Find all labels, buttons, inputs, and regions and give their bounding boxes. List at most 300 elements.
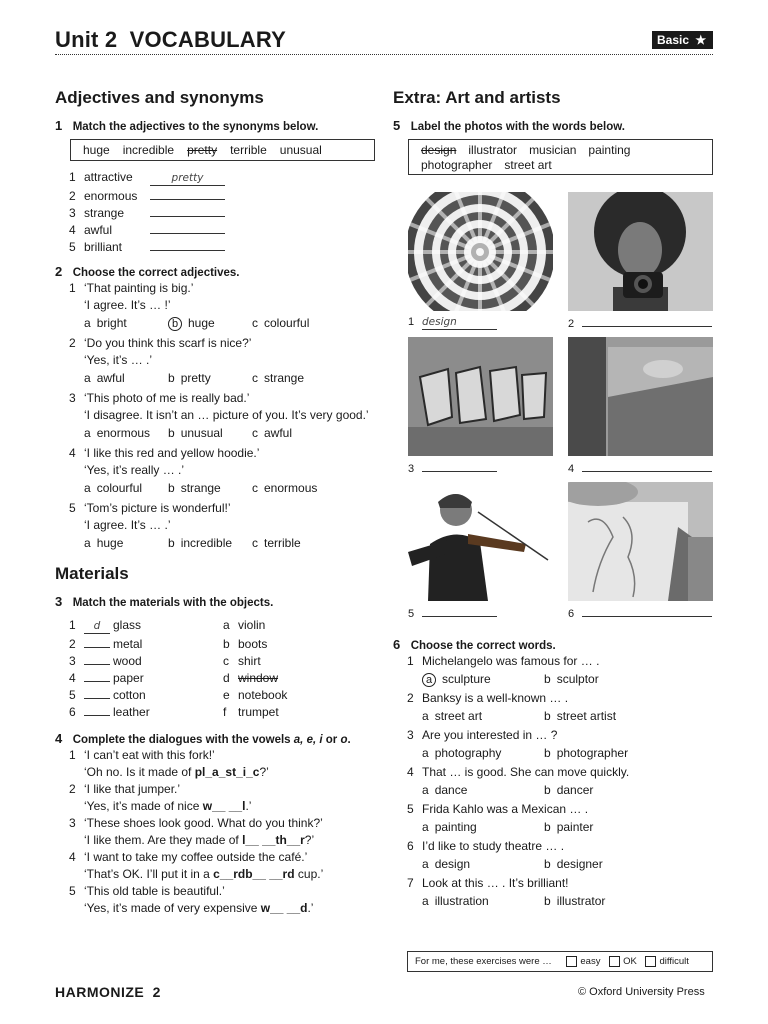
- option-a[interactable]: [422, 707, 544, 725]
- label-easy: easy: [580, 956, 601, 967]
- item-number: 4: [407, 765, 414, 779]
- item-number: 2: [69, 336, 76, 350]
- word-box-1: [70, 139, 375, 161]
- options-row: [407, 892, 717, 910]
- question-item: [69, 335, 389, 388]
- question-line: [407, 801, 717, 818]
- label-ok: OK: [623, 956, 637, 967]
- feedback-label: For me, these exercises were …: [415, 956, 552, 967]
- item-number: 3: [69, 391, 76, 405]
- exercise-1-instruction: [55, 117, 318, 135]
- object-letter: c: [223, 654, 229, 668]
- option-letter: b: [168, 481, 175, 495]
- dialogue-text: ‘I like that jumper.’: [84, 782, 181, 796]
- option-letter: c: [252, 481, 258, 495]
- item-number: 3: [69, 206, 76, 220]
- option-a[interactable]: [422, 670, 544, 688]
- instruction-text: Choose the correct words.: [410, 640, 556, 652]
- instruction-text: Choose the correct adjectives.: [72, 267, 240, 279]
- list-item: [69, 203, 225, 220]
- word-gap[interactable]: l__ __th__r: [242, 833, 305, 847]
- option-text: design: [434, 857, 471, 871]
- item-word: attractive: [84, 170, 133, 184]
- instruction-text: Match the adjectives to the synonyms below.: [72, 121, 319, 133]
- exercise-5-instruction: [393, 117, 625, 135]
- word-gap[interactable]: c__rdb__ __rd: [213, 867, 295, 881]
- brand-level: 2: [152, 984, 161, 1000]
- response-line: [69, 866, 389, 883]
- exercise-6-instruction: [393, 636, 556, 654]
- list-item: [69, 220, 225, 237]
- question-line: [69, 500, 389, 517]
- question-line: [69, 445, 389, 462]
- photo-label-2: [568, 313, 718, 330]
- item-word: brilliant: [84, 240, 123, 254]
- option-b[interactable]: [168, 369, 252, 388]
- dialogue-item: [69, 781, 389, 815]
- question-text: I’d like to study theatre … .: [422, 839, 565, 853]
- option-b[interactable]: [544, 707, 666, 725]
- option-text: painter: [556, 820, 594, 834]
- match-row: [69, 634, 369, 651]
- word-option: illustrator: [468, 143, 518, 157]
- option-a[interactable]: [422, 892, 544, 910]
- object: notebook: [238, 688, 288, 702]
- option-letter: c: [252, 426, 258, 440]
- item-number: 2: [69, 637, 76, 651]
- photo-number: 1: [408, 316, 415, 328]
- exercise-4-instruction: [55, 730, 351, 748]
- option-letter: c: [252, 316, 258, 330]
- response-text: ‘That’s OK. I’ll put it in a: [84, 867, 214, 881]
- item-number: 1: [407, 654, 414, 668]
- item-number: 2: [69, 189, 76, 203]
- response-line: [69, 832, 389, 849]
- section-title-adjectives: Adjectives and synonyms: [55, 88, 264, 107]
- question-item: [69, 445, 389, 498]
- item-number: 1: [69, 618, 76, 632]
- photo-label-1: [408, 313, 558, 330]
- option-letter: b: [544, 672, 551, 686]
- option-b[interactable]: [168, 534, 252, 553]
- option-letter: a: [422, 857, 429, 871]
- option-text: photography: [434, 746, 502, 760]
- object: violin: [238, 618, 266, 632]
- star-icon: ★: [695, 33, 707, 47]
- word-gap[interactable]: pl_a_st_i_c: [194, 765, 260, 779]
- options-row: [69, 534, 389, 553]
- list-item: [69, 169, 225, 186]
- word-box-5: [408, 139, 713, 175]
- question-text: Banksy is a well-known … .: [422, 691, 569, 705]
- item-number: 4: [69, 446, 76, 460]
- option-text: incredible: [180, 536, 233, 550]
- option-letter: b: [168, 536, 175, 550]
- list-item: [69, 186, 225, 203]
- exercise-3-list: [69, 617, 369, 719]
- item-number: 1: [69, 281, 76, 295]
- material: wood: [113, 654, 142, 668]
- word-gap[interactable]: w__ __d: [260, 901, 308, 915]
- object-letter: e: [223, 688, 230, 702]
- unit-title: VOCABULARY: [129, 27, 287, 52]
- option-letter: a: [84, 426, 91, 440]
- op-art-image: [408, 192, 553, 311]
- answer-blank[interactable]: d: [84, 620, 110, 634]
- answer-blank[interactable]: [84, 651, 110, 665]
- response-text: ‘Yes, it’s made of nice: [84, 799, 203, 813]
- question-text: Look at this … . It’s brilliant!: [422, 876, 569, 890]
- option-text: colourful: [96, 481, 143, 495]
- option-text: enormous: [264, 481, 318, 495]
- answer-blank[interactable]: [422, 603, 497, 617]
- answer-blank[interactable]: [84, 702, 110, 716]
- item-number: 3: [407, 728, 414, 742]
- response-line: [69, 900, 389, 917]
- option-a[interactable]: [422, 781, 544, 799]
- word-option: photographer: [421, 158, 493, 172]
- answer-blank[interactable]: design: [422, 316, 497, 330]
- option-text: dancer: [556, 783, 594, 797]
- word-option: pretty: [187, 143, 218, 157]
- option-letter: b: [168, 317, 182, 331]
- option-text: huge: [96, 536, 124, 550]
- option-text: huge: [188, 316, 215, 330]
- exercise-number: 3: [55, 594, 63, 609]
- answer-line: ‘I agree. It’s … .’: [84, 518, 171, 532]
- graffiti-image: [408, 337, 553, 456]
- question-line: [69, 390, 389, 407]
- section-title-materials: Materials: [55, 564, 129, 583]
- photo-illustrator: [568, 482, 713, 601]
- match-row: [69, 685, 369, 702]
- footer-brand: [55, 984, 161, 1000]
- option-letter: b: [544, 857, 551, 871]
- response-end: ?’: [259, 765, 269, 779]
- photo-label-3: [408, 458, 558, 475]
- question-item: [69, 390, 389, 443]
- option-b[interactable]: [544, 855, 666, 873]
- question-text: ‘That painting is big.’: [84, 281, 194, 295]
- item-number: 4: [69, 671, 76, 685]
- option-letter: b: [544, 783, 551, 797]
- option-text: pretty: [180, 371, 211, 385]
- word-option: painting: [588, 143, 631, 157]
- instruction-text: Label the photos with the words below.: [410, 121, 625, 133]
- option-letter: a: [422, 894, 429, 908]
- option-letter: a: [84, 316, 91, 330]
- answer-blank[interactable]: [582, 603, 712, 617]
- word-option: unusual: [279, 143, 322, 157]
- option-c[interactable]: [252, 369, 342, 388]
- material: paper: [113, 671, 144, 685]
- word-option: street art: [504, 158, 552, 172]
- word-gap[interactable]: w__ __l: [202, 799, 246, 813]
- option-letter: b: [168, 426, 175, 440]
- item-number: 3: [69, 816, 76, 830]
- question-text: ‘Tom’s picture is wonderful!’: [84, 501, 231, 515]
- answer-blank[interactable]: pretty: [150, 172, 225, 186]
- question-item: [407, 875, 717, 910]
- question-item: [69, 500, 389, 553]
- option-letter: c: [252, 371, 258, 385]
- match-row: [69, 617, 369, 634]
- answer-blank[interactable]: [582, 313, 712, 327]
- exercise-number: 1: [55, 118, 63, 133]
- exercise-2-list: [69, 280, 389, 555]
- options-row: [69, 424, 389, 443]
- question-text: That … is good. She can move quickly.: [422, 765, 630, 779]
- dialogue-line: [69, 815, 389, 832]
- answer-line: ‘I agree. It’s … !’: [84, 298, 171, 312]
- option-text: sculpture: [442, 672, 491, 686]
- photo-musician: [408, 482, 553, 601]
- response-end: .’: [307, 901, 314, 915]
- option-text: strange: [180, 481, 221, 495]
- exercise-number: 2: [55, 264, 63, 279]
- instr-end: .: [347, 734, 351, 746]
- item-word: enormous: [84, 189, 138, 203]
- options-row: [407, 744, 717, 762]
- answer-blank[interactable]: [150, 186, 225, 200]
- option-letter: b: [544, 709, 551, 723]
- photo-street-art: [408, 337, 553, 456]
- violinist-image: [408, 482, 553, 601]
- option-c[interactable]: [252, 424, 342, 443]
- item-number: 5: [407, 802, 414, 816]
- option-letter: a: [84, 536, 91, 550]
- question-text: ‘Do you think this scarf is nice?’: [84, 336, 252, 350]
- drawing-image: [568, 482, 713, 601]
- object: shirt: [238, 654, 261, 668]
- answer-blank[interactable]: [422, 458, 497, 472]
- option-a[interactable]: [422, 744, 544, 762]
- item-word: strange: [84, 206, 125, 220]
- dialogue-line: [69, 883, 389, 900]
- word-option: terrible: [230, 143, 267, 157]
- answer-blank[interactable]: [582, 458, 712, 472]
- exercise-4-list: [69, 747, 389, 917]
- response-text: ‘I like them. Are they made of: [84, 833, 243, 847]
- word-row-1: [421, 143, 700, 158]
- question-text: ‘This photo of me is really bad.’: [84, 391, 250, 405]
- option-text: awful: [264, 426, 293, 440]
- option-text: awful: [96, 371, 125, 385]
- item-number: 1: [69, 748, 76, 762]
- option-b[interactable]: [544, 781, 666, 799]
- photo-number: 4: [568, 463, 575, 475]
- option-letter: b: [544, 894, 551, 908]
- option-b[interactable]: [544, 744, 666, 762]
- object-letter: b: [223, 637, 230, 651]
- dialogue-line: [69, 781, 389, 798]
- options-row: [407, 855, 717, 873]
- option-a[interactable]: [422, 855, 544, 873]
- instruction-text: Match the materials with the objects.: [72, 597, 274, 609]
- option-text: enormous: [96, 426, 151, 440]
- dialogue-item: [69, 849, 389, 883]
- match-row: [69, 651, 369, 668]
- item-number: 6: [407, 839, 414, 853]
- answer-blank[interactable]: [84, 685, 110, 699]
- item-number: 5: [69, 884, 76, 898]
- option-text: illustrator: [556, 894, 606, 908]
- option-letter: b: [544, 820, 551, 834]
- option-b[interactable]: [168, 314, 252, 333]
- option-letter: a: [422, 783, 429, 797]
- option-a[interactable]: [84, 369, 168, 388]
- options-row: [407, 670, 717, 688]
- question-line: [407, 690, 717, 707]
- checkbox-easy[interactable]: [566, 956, 577, 967]
- option-b[interactable]: [168, 424, 252, 443]
- option-text: dance: [434, 783, 468, 797]
- exercise-2-instruction: [55, 263, 240, 281]
- dialogue-text: ‘This old table is beautiful.’: [84, 884, 225, 898]
- option-b[interactable]: [544, 892, 666, 910]
- label-difficult: difficult: [659, 956, 689, 967]
- word-row-2: [421, 158, 700, 173]
- level-badge: [652, 31, 713, 49]
- answer-blank[interactable]: [150, 203, 225, 217]
- option-c[interactable]: [252, 534, 342, 553]
- question-line: [69, 280, 389, 297]
- options-row: [69, 314, 389, 333]
- exercise-3-instruction: [55, 593, 273, 611]
- photo-painting: [568, 337, 713, 456]
- photo-photographer: [568, 192, 713, 311]
- checkbox-difficult[interactable]: [645, 956, 656, 967]
- word-option: musician: [529, 143, 577, 157]
- word-option: incredible: [122, 143, 175, 157]
- photo-number: 2: [568, 318, 575, 330]
- feedback-box: [407, 951, 713, 972]
- option-letter: a: [422, 820, 429, 834]
- word-option: huge: [83, 143, 110, 157]
- option-text: terrible: [264, 536, 301, 550]
- question-line: [407, 653, 717, 670]
- photo-label-4: [568, 458, 718, 475]
- answer-blank[interactable]: [150, 237, 225, 251]
- option-text: painting: [434, 820, 477, 834]
- item-number: 3: [69, 654, 76, 668]
- material: metal: [113, 637, 143, 651]
- option-b[interactable]: [544, 670, 666, 688]
- response-end: ?’: [304, 833, 315, 847]
- options-row: [69, 479, 389, 498]
- level-label: Basic: [657, 33, 690, 47]
- checkbox-ok[interactable]: [609, 956, 620, 967]
- section-title-art: Extra: Art and artists: [393, 88, 561, 107]
- instr-or: or: [322, 734, 341, 746]
- dialogue-text: ‘I want to take my coffee outside the café.’: [84, 850, 308, 864]
- response-end: cup.’: [294, 867, 324, 881]
- item-number: 5: [69, 688, 76, 702]
- option-a[interactable]: [84, 314, 168, 333]
- brand-name: HARMONIZE: [55, 984, 145, 1000]
- option-b[interactable]: [168, 479, 252, 498]
- question-line: [407, 727, 717, 744]
- question-line: [69, 335, 389, 352]
- header-divider: [55, 54, 713, 55]
- photo-number: 6: [568, 608, 575, 620]
- answer-blank[interactable]: [84, 668, 110, 682]
- option-letter: a: [84, 481, 91, 495]
- question-item: [407, 727, 717, 762]
- question-line: [407, 875, 717, 892]
- instr-part: Complete the dialogues with the vowels: [72, 734, 294, 746]
- question-text: ‘I like this red and yellow hoodie.’: [84, 446, 260, 460]
- object: boots: [238, 637, 268, 651]
- item-number: 1: [69, 170, 76, 184]
- question-item: [407, 838, 717, 873]
- option-text: strange: [264, 371, 305, 385]
- option-a[interactable]: [84, 534, 168, 553]
- option-letter: a: [422, 709, 429, 723]
- question-text: Are you interested in … ?: [422, 728, 558, 742]
- option-text: colourful: [264, 316, 310, 330]
- dialogue-text: ‘These shoes look good. What do you think?’: [84, 816, 323, 830]
- copyright: © Oxford University Press: [578, 986, 705, 998]
- exercise-number: 5: [393, 118, 401, 133]
- option-letter: a: [422, 746, 429, 760]
- answer-blank[interactable]: [84, 634, 110, 648]
- response-text: ‘Yes, it’s made of very expensive: [84, 901, 261, 915]
- dialogue-text: ‘I can’t eat with this fork!’: [84, 748, 215, 762]
- item-number: 7: [407, 876, 414, 890]
- photo-label-6: [568, 603, 718, 620]
- option-b[interactable]: [544, 818, 666, 836]
- option-letter: a: [422, 673, 436, 687]
- response-line: [69, 764, 389, 781]
- material: glass: [113, 618, 142, 632]
- dialogue-line: [69, 849, 389, 866]
- exercise-1-list: [69, 169, 225, 254]
- option-c[interactable]: [252, 479, 342, 498]
- photo-number: 3: [408, 463, 415, 475]
- answer-blank[interactable]: [150, 220, 225, 234]
- option-text: photographer: [556, 746, 629, 760]
- page-title: [55, 27, 286, 53]
- object-letter: a: [223, 618, 230, 632]
- dialogue-item: [69, 747, 389, 781]
- question-item: [407, 690, 717, 725]
- option-a[interactable]: [84, 424, 168, 443]
- item-number: 5: [69, 240, 76, 254]
- question-line: [407, 838, 717, 855]
- options-row: [407, 707, 717, 725]
- exercise-number: 6: [393, 637, 401, 652]
- option-c[interactable]: [252, 314, 342, 333]
- option-text: sculptor: [556, 672, 599, 686]
- option-letter: b: [168, 371, 175, 385]
- options-row: [407, 818, 717, 836]
- question-item: [69, 280, 389, 333]
- question-item: [407, 653, 717, 688]
- option-a[interactable]: [422, 818, 544, 836]
- response-text: ‘Oh no. Is it made of: [84, 765, 195, 779]
- option-text: designer: [556, 857, 603, 871]
- photo-label-5: [408, 603, 558, 620]
- material: cotton: [113, 688, 146, 702]
- option-a[interactable]: [84, 479, 168, 498]
- instr-o: o: [340, 734, 348, 746]
- item-word: awful: [84, 223, 113, 237]
- question-line: [407, 764, 717, 781]
- object: trumpet: [238, 705, 279, 719]
- option-text: street artist: [556, 709, 617, 723]
- exercise-number: 4: [55, 731, 63, 746]
